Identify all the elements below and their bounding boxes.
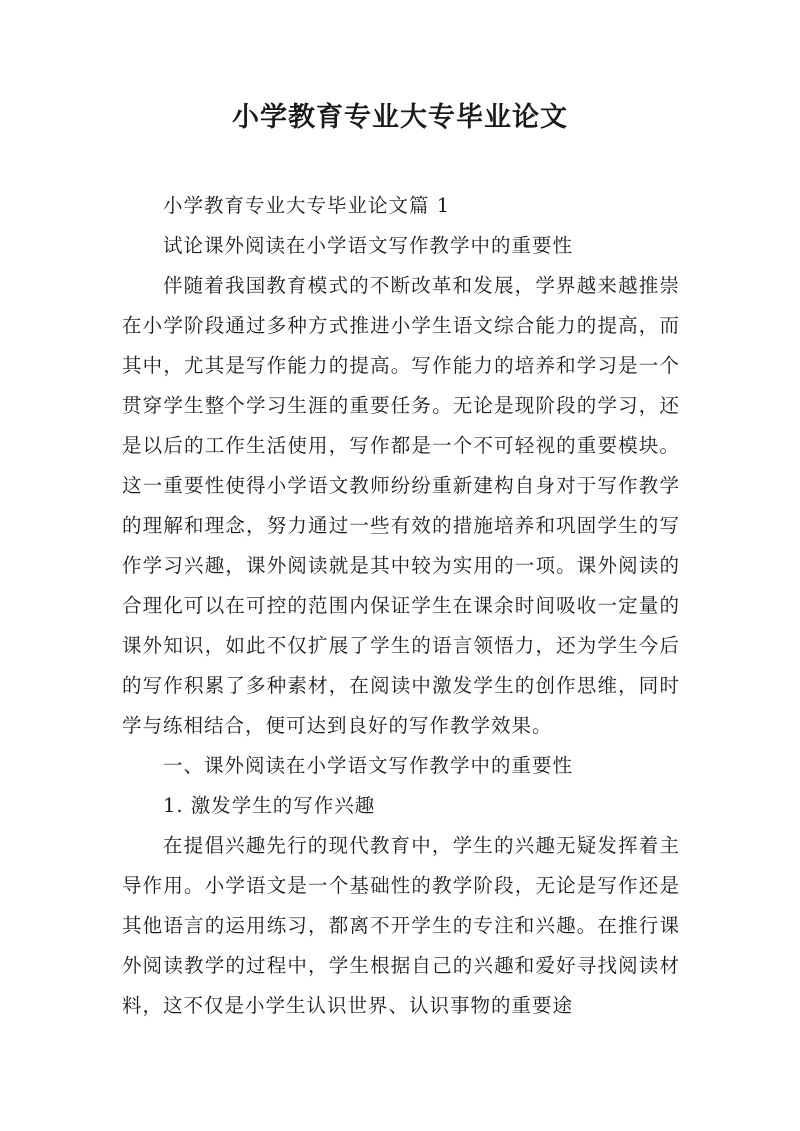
body-paragraph: 伴随着我国教育模式的不断改革和发展，学界越来越推崇在小学阶段通过多种方式推进小学生语文综合能力的提高，而其中，尤其是写作能力的提高。写作能力的培养和学习是一个贯穿学生整个学习生涯的重要任务。无论是现阶段的学习，还是以后的工作生活使用，写作都是一个不可轻视的重要模块。这一重要性使得小学语文教师纷纷重新建构自身对于写作教学的理解和理念，努力通过一些有效的措施培养和巩固学生的写作学习兴趣，课外阅读就是其中较为实用的一项。课外阅读的合理化可以在可控的范围内保证学生在课余时间吸收一定量的课外知识，如此不仅扩展了学生的语言领悟力，还为学生今后的写作积累了多种素材，在阅读中激发学生的创作思维，同时学与练相结合，便可达到良好的写作教学效果。 <box>122 274 680 737</box>
body-paragraph: 在提倡兴趣先行的现代教育中，学生的兴趣无疑发挥着主导作用。小学语文是一个基础性的教学阶段，无论是写作还是其他语言的运用练习，都离不开学生的专注和兴趣。在推行课外阅读教学的过程中，学生根据自己的兴趣和爱好寻找阅读材料，这不仅是小学生认识世界、认识事物的重要途 <box>122 834 680 1017</box>
article-title: 试论课外阅读在小学语文写作教学中的重要性 <box>163 234 574 257</box>
subsection-heading: 1. 激发学生的写作兴趣 <box>163 794 376 817</box>
chapter-heading: 一、课外阅读在小学语文写作教学中的重要性 <box>163 754 574 777</box>
document-title: 小学教育专业大专毕业论文 <box>232 102 568 133</box>
section-heading: 小学教育专业大专毕业论文篇 1 <box>163 194 451 217</box>
document-body <box>122 186 680 1026</box>
